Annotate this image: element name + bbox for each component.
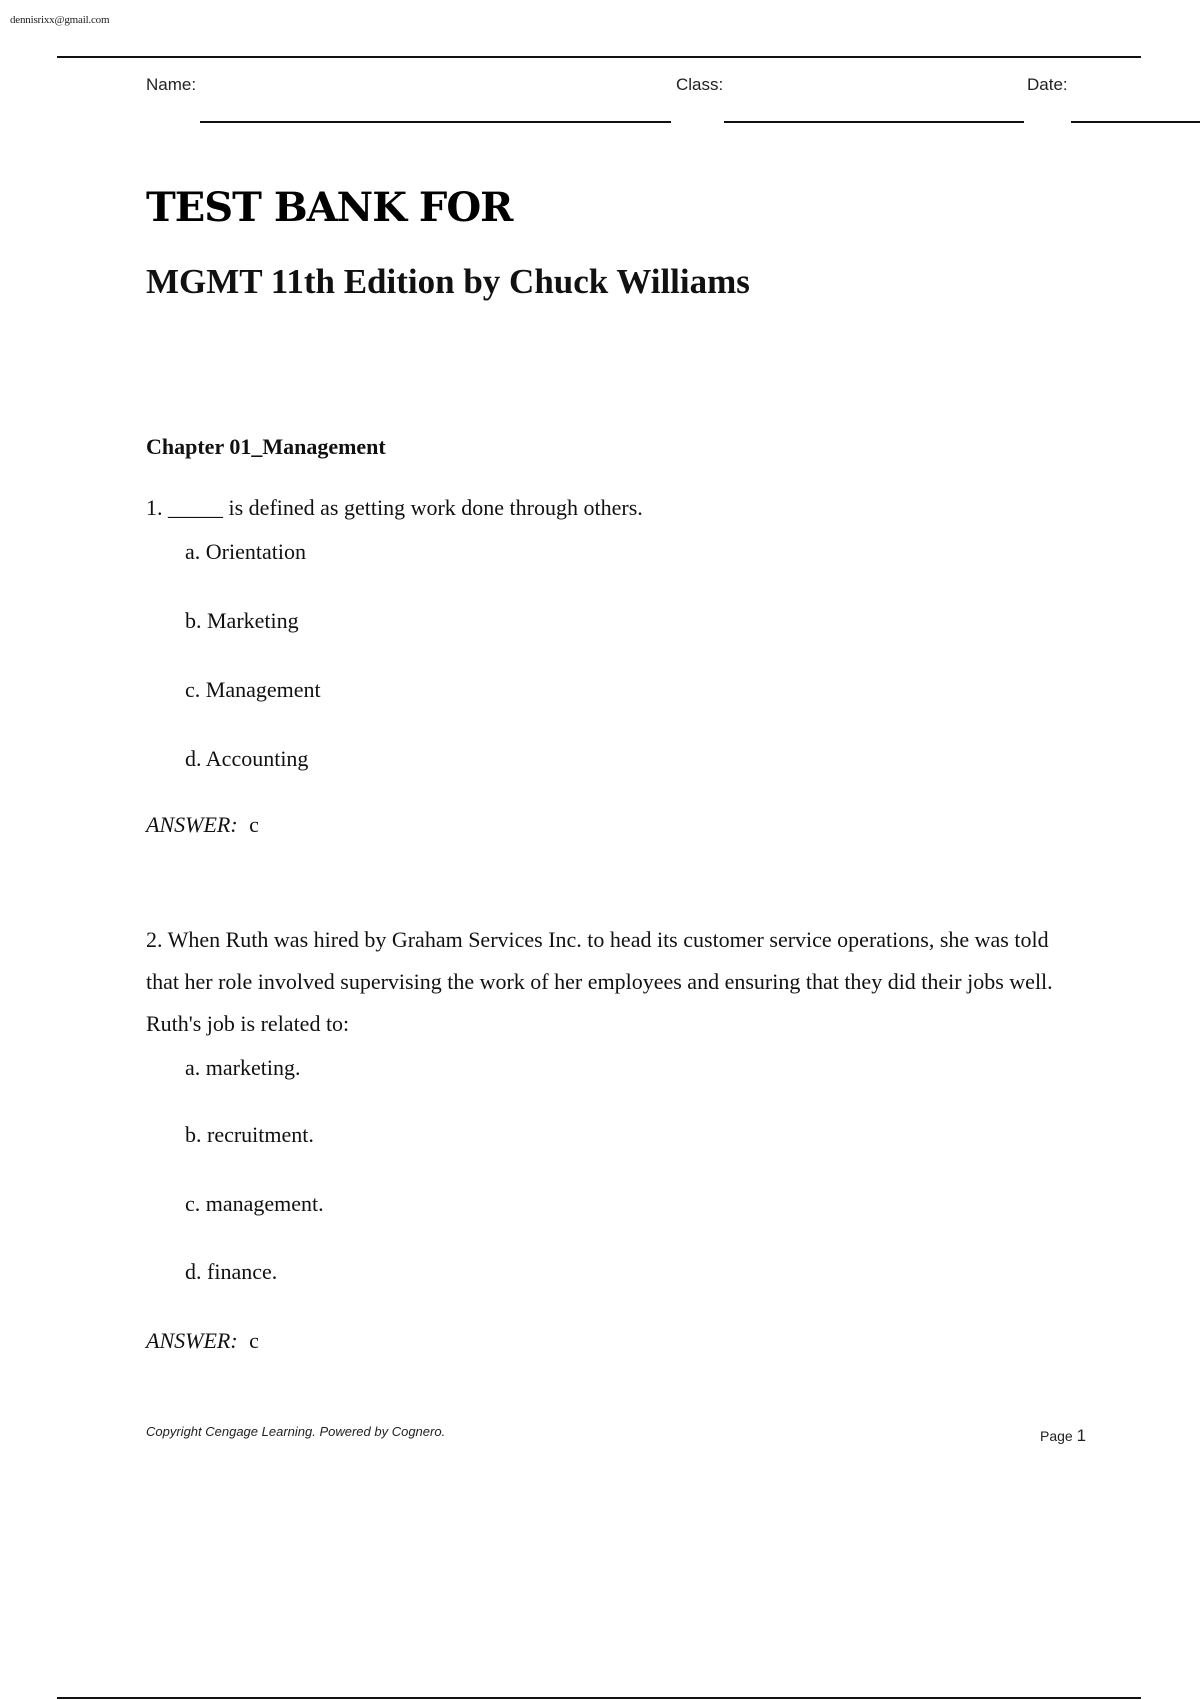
question-2-answer [146, 1328, 259, 1354]
question-1-text: 1. _____ is defined as getting work done through others. [146, 495, 643, 520]
question-1-option-b: b. Marketing [185, 608, 299, 633]
question-2-option-c: c. management. [185, 1191, 324, 1216]
class-field-line[interactable] [724, 121, 1024, 123]
answer-value: c [249, 812, 259, 837]
answer-label: ANSWER: [146, 812, 238, 837]
email-address: dennisrixx@gmail.com [10, 14, 110, 26]
question-2-option-d: d. finance. [185, 1259, 278, 1284]
question-1-option-a: a. Orientation [185, 539, 306, 564]
page-number [1040, 1426, 1086, 1446]
class-label: Class: [676, 75, 724, 94]
answer-value: c [249, 1328, 259, 1353]
bottom-rule [57, 1697, 1141, 1699]
question-2-option-a: a. marketing. [185, 1055, 301, 1080]
test-bank-heading: TEST BANK FOR [146, 184, 513, 231]
page-label: Page [1040, 1428, 1073, 1444]
question-1-answer [146, 812, 259, 838]
date-field-line[interactable] [1071, 121, 1200, 123]
question-1-option-d: d. Accounting [185, 746, 309, 771]
question-2-text: 2. When Ruth was hired by Graham Services Inc. to head its customer service operations, she was told that her role involved supervising the work of her employees and ensuring that they did their jobs well. Ruth's job is related to: [146, 927, 1053, 1036]
date-label: Date: [1027, 75, 1068, 94]
name-label: Name: [146, 75, 197, 94]
chapter-heading: Chapter 01_Management [146, 434, 386, 459]
book-title: MGMT 11th Edition by Chuck Williams [146, 262, 750, 301]
question-1-option-c: c. Management [185, 677, 321, 702]
answer-label: ANSWER: [146, 1328, 238, 1353]
name-field-line[interactable] [200, 121, 671, 123]
copyright-notice: Copyright Cengage Learning. Powered by Cognero. [146, 1424, 446, 1439]
page-number-value: 1 [1076, 1426, 1087, 1445]
top-rule [57, 56, 1141, 58]
question-2-option-b: b. recruitment. [185, 1122, 314, 1147]
